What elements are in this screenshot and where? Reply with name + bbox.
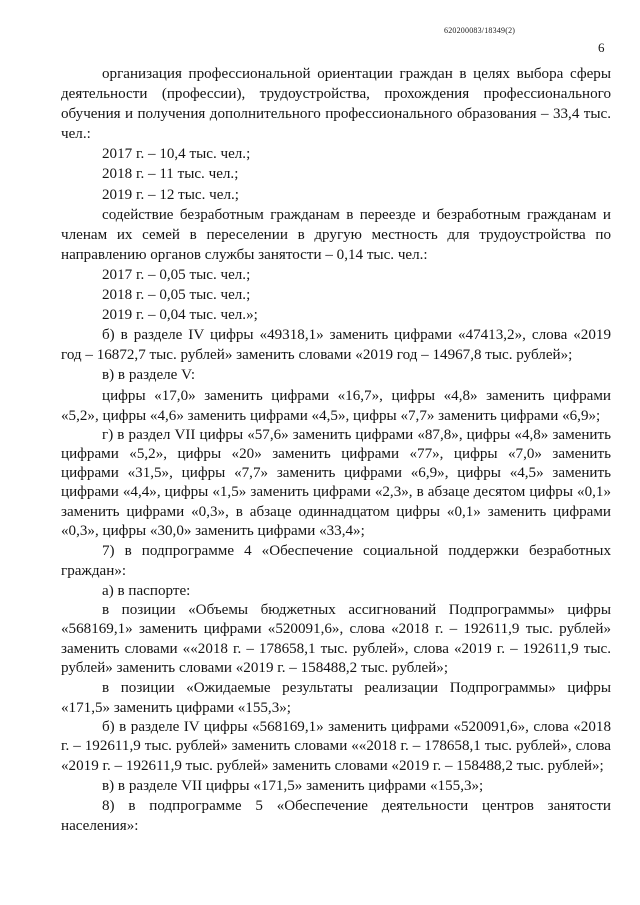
paragraph-expected-results: в позиции «Ожидаемые результаты реализации Подпрограммы» цифры «171,5» заменить цифрами «155,3»; xyxy=(61,680,611,717)
paragraph-section-v-figures: цифры «17,0» заменить цифрами «16,7», цифры «4,8» заменить цифрами «5,2», цифры «4,6» заменить цифрами «4,5», цифры «7,7» заменить цифрами «6,9»; xyxy=(61,387,611,424)
list-item-2019: 2019 г. – 12 тыс. чел.; xyxy=(102,186,239,203)
list-item-2018: 2018 г. – 0,05 тыс. чел.; xyxy=(102,287,251,304)
list-item-2017: 2017 г. – 10,4 тыс. чел.; xyxy=(102,146,251,163)
paragraph-section-vii-sub4: в) в разделе VII цифры «171,5» заменить цифрами «155,3»; xyxy=(102,777,484,794)
document-body xyxy=(61,64,611,836)
paragraph-relocation-assistance: содействие безработным гражданам в переезде и безработным гражданам и членам их семей в переселении в другую местность для трудоустройства по направлению органов службы занятости – 0,14 тыс. чел.: xyxy=(61,206,611,263)
paragraph-subprogram-4: 7) в подпрограмме 4 «Обеспечение социальной поддержки безработных граждан»: xyxy=(61,542,611,579)
paragraph-section-iv-sub4: б) в разделе IV цифры «568169,1» заменить цифрами «520091,6», слова «2018 г. – 192611,9 тыс. рублей» заменить словами ««2018 г. – 178658,1 тыс. рублей», слова «2019 г. – 192611,9 тыс. рублей» заменить словами «2019 г. – 158488,2 тыс. рублей»; xyxy=(61,719,611,774)
paragraph-passport: а) в паспорте: xyxy=(102,583,191,600)
list-item-2018: 2018 г. – 11 тыс. чел.; xyxy=(102,166,239,183)
paragraph-career-guidance: организация профессиональной ориентации граждан в целях выбора сферы деятельности (профессии), трудоустройства, прохождения профессионального обучения и получения дополнительного профессионального образования – 33,4 тыс. чел.: xyxy=(61,66,611,143)
paragraph-section-iv: б) в разделе IV цифры «49318,1» заменить цифрами «47413,2», слова «2019 год – 16872,7 тыс. рублей» заменить словами «2019 год – 14967,8 тыс. рублей»; xyxy=(61,327,611,364)
page-number: 6 xyxy=(598,40,605,55)
paragraph-budget-allocations: в позиции «Объемы бюджетных ассигнований Подпрограммы» цифры «568169,1» заменить цифрами «520091,6», слова «2018 г. – 192611,9 тыс. рублей» заменить словами ««2018 г. – 178658,1 тыс. рублей», слова «2019 г. – 192611,9 тыс. рублей» заменить словами «2019 г. – 158488,2 тыс. рублей»; xyxy=(61,602,611,676)
paragraph-section-vii: г) в раздел VII цифры «57,6» заменить цифрами «87,8», цифры «4,8» заменить цифрами «5,2», цифры «20» заменить цифрами «77», цифры «7,0» заменить цифрами «31,5», цифры «7,7» заменить цифрами «6,9», цифры «4,5» заменить цифрами «4,4», цифры «1,5» заменить цифрами «2,3», в абзаце десятом цифры «0,1» заменить цифрами «0,3», в абзаце одиннадцатом цифры «0,1» заменить цифрами «0,3», цифры «30,0» заменить цифрами «33,4»; xyxy=(61,426,611,539)
list-item-2019: 2019 г. – 0,04 тыс. чел.»; xyxy=(102,307,258,324)
list-item-2017: 2017 г. – 0,05 тыс. чел.; xyxy=(102,266,251,283)
paragraph-section-v: в) в разделе V: xyxy=(102,367,196,384)
paragraph-subprogram-5: 8) в подпрограмме 5 «Обеспечение деятельности центров занятости населения»: xyxy=(61,797,611,834)
document-id: 620200083/18349(2) xyxy=(444,26,516,35)
